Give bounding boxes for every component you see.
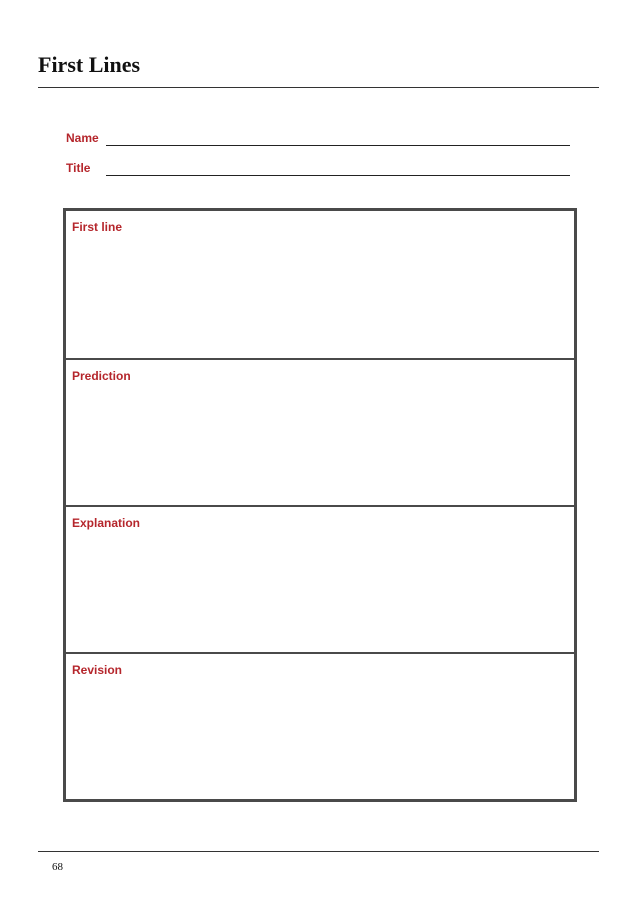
title-field-line[interactable] (106, 175, 570, 176)
footer-divider (38, 851, 599, 852)
title-field-row (66, 158, 570, 176)
explanation-label: Explanation (72, 516, 141, 530)
name-field-row (66, 128, 570, 146)
page-number: 68 (52, 861, 63, 873)
revision-label: Revision (72, 663, 123, 677)
name-field-line[interactable] (106, 145, 570, 146)
first-line-label: First line (72, 220, 123, 234)
explanation-section[interactable] (66, 505, 574, 652)
name-label: Name (66, 131, 99, 145)
worksheet-table (63, 208, 577, 802)
first-line-section[interactable] (66, 211, 574, 358)
title-divider (38, 87, 599, 88)
page-title: First Lines (38, 52, 141, 77)
revision-section[interactable] (66, 652, 574, 799)
prediction-section[interactable] (66, 358, 574, 505)
prediction-label: Prediction (72, 369, 131, 383)
title-label: Title (66, 161, 91, 175)
